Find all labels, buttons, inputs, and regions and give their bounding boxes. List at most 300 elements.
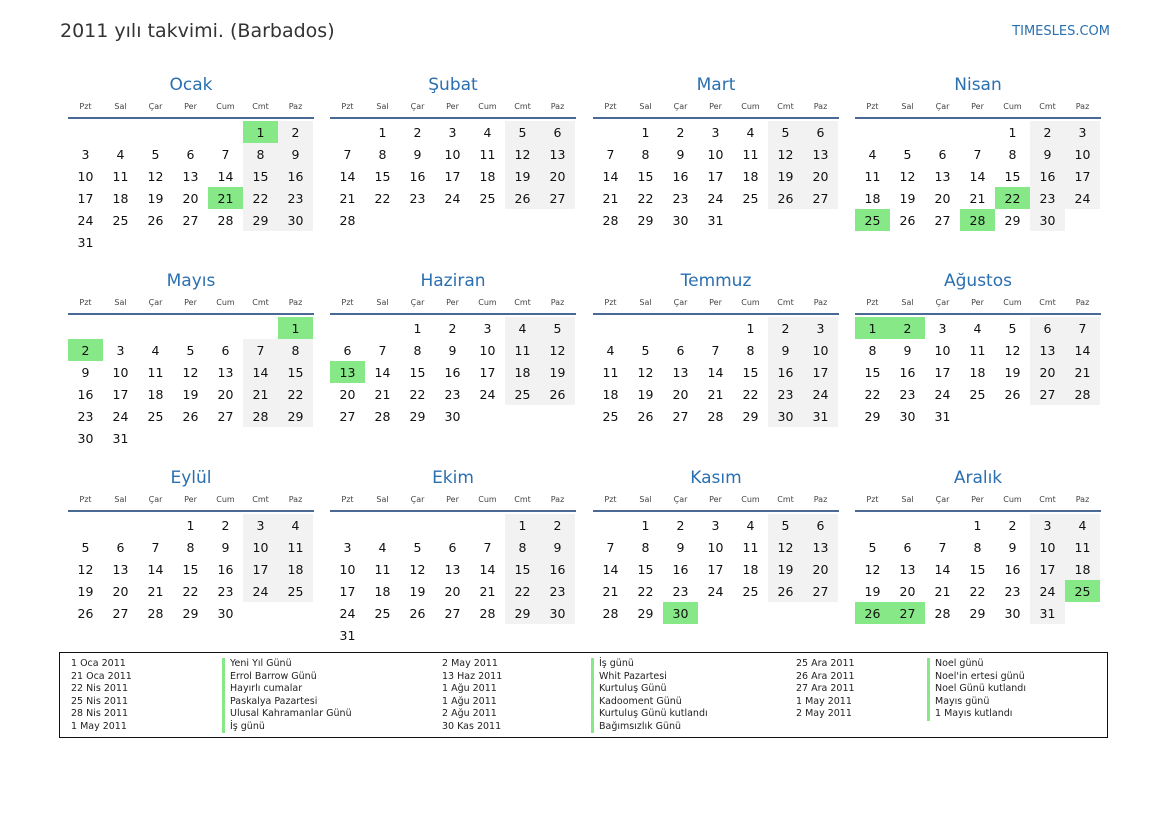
weekday-label: Cum [478,298,497,307]
legend-holiday-name: Paskalya Pazartesi [230,695,318,707]
weekday-label: Çar [148,495,163,504]
day-cell: 22 [374,190,391,206]
weekday-label: Cum [741,495,760,504]
day-cell: 28 [374,408,391,424]
day-cell: 2 [768,317,803,339]
day-cell: 18 [505,361,540,383]
day-cell: 28 [479,605,496,621]
weekday-label: Sal [114,102,127,111]
day-cell: 9 [768,339,803,361]
weekday-label: Paz [813,298,828,307]
day-cell: 6 [221,342,230,358]
day-cell: 9 [221,539,230,555]
day-cell: 8 [641,146,650,162]
day-cell: 19 [864,583,881,599]
holiday-legend [59,652,1108,738]
day-cell: 19 [77,583,94,599]
day-cell: 27 [1030,383,1065,405]
day-cell: 10 [77,168,94,184]
day-cell: 24 [243,580,278,602]
day-cell: 24 [1030,580,1065,602]
weekday-header [330,99,576,119]
weekday-label: Cum [216,298,235,307]
day-cell: 11 [374,561,391,577]
weekday-label: Pzt [604,495,617,504]
day-cell: 12 [77,561,94,577]
weekday-label: Çar [410,495,425,504]
legend-holiday-name: Kurtuluş Günü kutlandı [599,708,708,719]
day-cell: 14 [969,168,986,184]
weekday-label: Cmt [777,102,794,111]
day-cell: 20 [803,558,838,580]
weekday-label: Pzt [79,495,92,504]
day-cell: 29 [637,212,654,228]
weekday-label: Per [184,298,197,307]
weekday-label: Pzt [866,298,879,307]
day-cell: 9 [676,146,685,162]
day-cell: 23 [217,583,234,599]
day-cell: 14 [147,561,164,577]
day-cell: 1 [378,124,387,140]
day-cell: 31 [339,627,356,643]
day-cell: 29 [182,605,199,621]
month-11 [593,467,839,624]
day-cell: 13 [934,168,951,184]
legend-date: 13 Haz 2011 [442,670,503,682]
day-cell: 23 [77,408,94,424]
day-cell: 17 [707,561,724,577]
day-cell: 28 [217,212,234,228]
day-cell: 4 [1065,514,1100,536]
holiday-day-cell: 22 [995,187,1030,209]
day-cell: 20 [182,190,199,206]
day-cell: 30 [444,408,461,424]
day-cell: 26 [899,212,916,228]
day-cell: 6 [343,342,352,358]
holiday-day-cell: 25 [1065,580,1100,602]
day-cell: 15 [1004,168,1021,184]
month-name: Ocak [169,75,213,95]
holiday-day-cell: 1 [855,317,890,339]
empty-cell [365,514,400,536]
legend-dates-col-3 [796,658,855,721]
empty-cell [365,317,400,339]
day-grid [855,317,1101,427]
legend-date: 1 Oca 2011 [71,658,126,669]
month-10 [330,467,576,646]
day-cell: 9 [81,364,90,380]
holiday-day-cell: 1 [278,317,313,339]
day-cell: 20 [112,583,129,599]
day-cell: 15 [409,364,426,380]
day-cell: 19 [182,386,199,402]
weekday-label: Paz [288,102,303,111]
weekday-header [855,492,1101,512]
day-cell: 21 [339,190,356,206]
day-cell: 22 [409,386,426,402]
day-cell: 4 [116,146,125,162]
legend-holiday-name: 1 Mayıs kutlandı [935,708,1013,719]
day-cell: 24 [707,190,724,206]
day-cell: 22 [864,386,881,402]
day-cell: 24 [444,190,461,206]
month-5 [68,270,314,449]
day-cell: 6 [803,121,838,143]
weekday-label: Sal [376,102,389,111]
day-cell: 25 [112,212,129,228]
day-cell: 11 [505,339,540,361]
day-cell: 7 [973,146,982,162]
legend-names-col-3 [927,658,1026,721]
month-12 [855,467,1101,624]
weekday-label: Per [709,298,722,307]
empty-cell [435,514,470,536]
day-cell: 18 [742,168,759,184]
weekday-label: Cmt [514,102,531,111]
weekday-label: Pzt [79,102,92,111]
day-cell: 28 [707,408,724,424]
day-cell: 22 [637,583,654,599]
day-cell: 15 [864,364,881,380]
day-cell: 24 [77,212,94,228]
day-cell: 13 [112,561,129,577]
day-cell: 5 [768,121,803,143]
empty-cell [925,121,960,143]
day-cell: 31 [112,430,129,446]
weekday-label: Sal [901,102,914,111]
day-cell: 29 [637,605,654,621]
day-cell: 7 [243,339,278,361]
day-cell: 10 [112,364,129,380]
day-cell: 23 [540,580,575,602]
day-cell: 29 [742,408,759,424]
day-cell: 24 [479,386,496,402]
month-name: Kasım [690,468,742,488]
day-cell: 30 [278,209,313,231]
holiday-day-cell: 2 [890,317,925,339]
day-cell: 19 [637,386,654,402]
day-cell: 19 [899,190,916,206]
weekday-label: Cum [478,495,497,504]
weekday-header [593,295,839,315]
day-cell: 26 [768,187,803,209]
day-cell: 26 [1004,386,1021,402]
day-cell: 30 [768,405,803,427]
day-cell: 19 [768,558,803,580]
day-cell: 11 [112,168,129,184]
day-cell: 18 [1065,558,1100,580]
day-cell: 1 [1008,124,1017,140]
day-cell: 25 [505,383,540,405]
day-cell: 8 [973,539,982,555]
day-grid [855,121,1101,231]
day-cell: 25 [147,408,164,424]
weekday-label: Sal [639,298,652,307]
legend-holiday-name: Whit Pazartesi [599,670,667,682]
day-cell: 3 [116,342,125,358]
empty-cell [470,514,505,536]
legend-holiday-name: İş günü [230,720,265,732]
day-cell: 10 [243,536,278,558]
day-cell: 3 [81,146,90,162]
empty-cell [890,121,925,143]
month-9 [68,467,314,624]
day-cell: 29 [969,605,986,621]
day-cell: 3 [483,320,492,336]
empty-cell [330,121,365,143]
weekday-label: Sal [114,495,127,504]
day-cell: 2 [278,121,313,143]
legend-date: 26 Ara 2011 [796,670,855,682]
day-cell: 7 [151,539,160,555]
day-cell: 27 [672,408,689,424]
weekday-label: Per [446,102,459,111]
empty-cell [173,317,208,339]
day-cell: 27 [934,212,951,228]
day-cell: 9 [1008,539,1017,555]
day-cell: 4 [378,539,387,555]
day-cell: 6 [448,539,457,555]
day-cell: 5 [641,342,650,358]
weekday-label: Pzt [866,495,879,504]
weekday-label: Cmt [777,298,794,307]
day-cell: 7 [606,539,615,555]
day-cell: 8 [868,342,877,358]
day-cell: 23 [672,583,689,599]
day-cell: 9 [540,536,575,558]
day-cell: 14 [602,168,619,184]
weekday-label: Paz [550,495,565,504]
empty-cell [103,514,138,536]
day-cell: 16 [409,168,426,184]
day-cell: 12 [768,143,803,165]
day-cell: 16 [77,386,94,402]
day-cell: 21 [479,583,496,599]
day-cell: 17 [707,168,724,184]
month-3 [593,74,839,231]
day-cell: 24 [339,605,356,621]
day-cell: 25 [278,580,313,602]
day-cell: 9 [903,342,912,358]
legend-holiday-name: Noel Günü kutlandı [935,683,1026,694]
weekday-label: Paz [288,495,303,504]
day-cell: 2 [676,517,685,533]
holiday-day-cell: 25 [855,209,890,231]
legend-dates-col-2 [442,658,502,733]
month-name: Eylül [170,468,212,488]
day-cell: 5 [768,514,803,536]
weekday-label: Cmt [514,495,531,504]
day-cell: 11 [602,364,619,380]
weekday-label: Pzt [341,298,354,307]
weekday-label: Per [446,495,459,504]
holiday-day-cell: 21 [208,187,243,209]
day-cell: 6 [903,539,912,555]
empty-cell [208,317,243,339]
day-cell: 19 [540,361,575,383]
day-cell: 28 [243,405,278,427]
empty-cell [890,514,925,536]
day-cell: 2 [676,124,685,140]
day-cell: 31 [803,405,838,427]
day-cell: 22 [278,383,313,405]
day-cell: 8 [278,339,313,361]
day-cell: 1 [186,517,195,533]
legend-names-col-1 [222,658,352,733]
weekday-label: Paz [813,495,828,504]
weekday-label: Çar [148,102,163,111]
day-cell: 17 [1065,165,1100,187]
day-cell: 16 [278,165,313,187]
legend-holiday-name: İş günü [599,658,634,669]
day-cell: 5 [505,121,540,143]
weekday-label: Sal [376,495,389,504]
day-cell: 3 [938,320,947,336]
day-cell: 7 [221,146,230,162]
day-cell: 15 [243,165,278,187]
empty-cell [138,121,173,143]
month-name: Mart [696,75,736,95]
day-cell: 24 [112,408,129,424]
day-grid [593,317,839,427]
day-cell: 12 [182,364,199,380]
legend-holiday-name: Ulusal Kahramanlar Günü [230,708,352,719]
day-cell: 27 [217,408,234,424]
day-cell: 26 [768,580,803,602]
legend-dates-col-1 [71,658,132,733]
weekday-label: Çar [673,298,688,307]
weekday-label: Cmt [252,298,269,307]
empty-cell [855,121,890,143]
day-cell: 12 [899,168,916,184]
day-cell: 15 [637,561,654,577]
day-cell: 24 [1065,187,1100,209]
day-cell: 15 [505,558,540,580]
day-cell: 21 [602,190,619,206]
day-cell: 11 [742,539,759,555]
legend-date: 2 May 2011 [796,708,852,719]
weekday-label: Per [446,298,459,307]
day-cell: 30 [217,605,234,621]
month-name: Ekim [432,468,474,488]
day-cell: 28 [147,605,164,621]
weekday-label: Pzt [604,102,617,111]
day-cell: 1 [641,517,650,533]
weekday-label: Cum [216,102,235,111]
day-cell: 19 [768,165,803,187]
day-cell: 13 [672,364,689,380]
weekday-label: Sal [901,298,914,307]
day-cell: 31 [707,212,724,228]
day-cell: 5 [1008,320,1017,336]
day-cell: 8 [378,146,387,162]
day-cell: 13 [444,561,461,577]
day-cell: 25 [969,386,986,402]
day-cell: 6 [1030,317,1065,339]
day-cell: 26 [147,212,164,228]
day-cell: 4 [151,342,160,358]
day-cell: 5 [186,342,195,358]
legend-date: 2 May 2011 [442,658,498,669]
page-title: 2011 yılı takvimi. (Barbados) [60,20,335,42]
weekday-label: Sal [114,298,127,307]
weekday-header [593,492,839,512]
empty-cell [855,514,890,536]
day-cell: 7 [938,539,947,555]
day-grid [68,514,314,624]
day-cell: 20 [803,165,838,187]
empty-cell [103,317,138,339]
empty-cell [960,121,995,143]
month-name: Haziran [420,271,486,291]
day-cell: 5 [413,539,422,555]
day-cell: 22 [505,580,540,602]
day-cell: 30 [1004,605,1021,621]
day-cell: 3 [711,124,720,140]
day-cell: 30 [540,602,575,624]
weekday-header [855,295,1101,315]
day-cell: 19 [147,190,164,206]
day-cell: 11 [147,364,164,380]
weekday-label: Cmt [1039,298,1056,307]
day-cell: 12 [540,339,575,361]
empty-cell [103,121,138,143]
empty-cell [628,317,663,339]
day-grid [68,317,314,449]
day-cell: 3 [343,539,352,555]
day-cell: 20 [339,386,356,402]
day-cell: 20 [1030,361,1065,383]
legend-date: 25 Nis 2011 [71,695,128,707]
weekday-label: Per [971,298,984,307]
day-cell: 20 [899,583,916,599]
weekday-label: Cmt [777,495,794,504]
weekday-label: Pzt [341,102,354,111]
day-cell: 4 [483,124,492,140]
day-cell: 10 [339,561,356,577]
day-cell: 29 [409,408,426,424]
weekday-label: Cum [741,102,760,111]
day-cell: 26 [77,605,94,621]
day-cell: 7 [378,342,387,358]
weekday-label: Per [709,495,722,504]
day-cell: 11 [1065,536,1100,558]
day-cell: 15 [374,168,391,184]
day-cell: 25 [742,190,759,206]
weekday-label: Sal [901,495,914,504]
site-link[interactable]: TIMESLES.COM [1012,24,1110,39]
day-cell: 15 [969,561,986,577]
weekday-label: Pzt [341,495,354,504]
day-cell: 26 [540,383,575,405]
legend-date: 22 Nis 2011 [71,683,128,694]
month-4 [855,74,1101,231]
day-cell: 21 [969,190,986,206]
day-cell: 18 [742,561,759,577]
day-cell: 2 [1030,121,1065,143]
day-cell: 20 [444,583,461,599]
weekday-label: Cum [216,495,235,504]
day-cell: 27 [112,605,129,621]
day-cell: 14 [374,364,391,380]
empty-cell [68,121,103,143]
weekday-label: Paz [550,102,565,111]
day-cell: 16 [768,361,803,383]
day-cell: 28 [934,605,951,621]
day-cell: 22 [742,386,759,402]
day-cell: 13 [803,536,838,558]
weekday-label: Cum [478,102,497,111]
